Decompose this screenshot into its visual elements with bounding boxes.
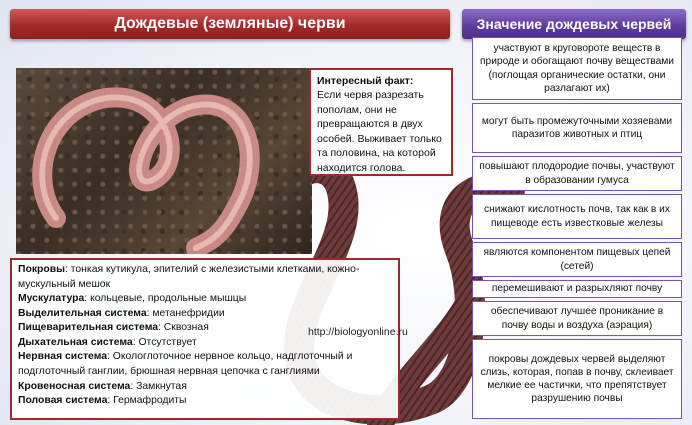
earthworm-photo <box>16 68 312 254</box>
trait-row: Покровы: тонкая кутикула, эпителий с железистыми клетками, кожно-мускульный мешок <box>18 264 360 290</box>
trait-row: Дыхательная система: Отсутствует <box>18 336 197 348</box>
list-item: снижают кислотность почв, так как в их пищеводе есть известковые железы <box>472 194 682 239</box>
list-item: покровы дождевых червей выделяют слизь, которая, попав в почву, склеивает мелкие ее частички, что препятствует разрушению почвы <box>472 339 682 419</box>
trait-row: Мускулатура: кольцевые, продольные мышцы <box>18 293 247 305</box>
list-item: перемешивают и разрыхляют почву <box>472 280 682 298</box>
trait-row: Кровеносная система: Замкнутая <box>18 380 187 392</box>
list-item: повышают плодородие почвы, участвуют в образовании гумуса <box>472 156 682 191</box>
page-title: Дождевые (земляные) черви <box>10 9 450 39</box>
source-url: http://biologyonline.ru <box>308 326 408 338</box>
fact-text: Если червя разрезать пополам, они не превращаются в двух особей. Выживает только та половина, на которой находится голова. <box>317 89 442 174</box>
side-panel-title: Значение дождевых червей <box>462 9 686 39</box>
trait-row: Нервная система: Окологлоточное нервное кольцо, надглоточный и подглоточный ганглии, брюшная нервная цепочка с ганглиями <box>18 351 353 377</box>
trait-row: Половая система: Гермафродиты <box>18 395 187 407</box>
list-item: обеспечивают лучшее проникание в почву воды и воздуха (аэрация) <box>472 301 682 336</box>
list-item: являются компонентом пищевых цепей (сетей) <box>472 242 682 277</box>
trait-row: Выделительная система: метанефридии <box>18 307 225 319</box>
list-item: могут быть промежуточными хозяевами паразитов животных и птиц <box>472 103 682 153</box>
interesting-fact-box <box>309 68 453 176</box>
trait-row: Пищеварительная система: Сквозная <box>18 322 209 334</box>
traits-box <box>10 258 400 420</box>
fact-label: Интересный факт: <box>317 75 414 87</box>
list-item: участвуют в круговороте веществ в природе и обогащают почву веществами (поглощая органические остатки, они разлагают их) <box>472 37 682 100</box>
